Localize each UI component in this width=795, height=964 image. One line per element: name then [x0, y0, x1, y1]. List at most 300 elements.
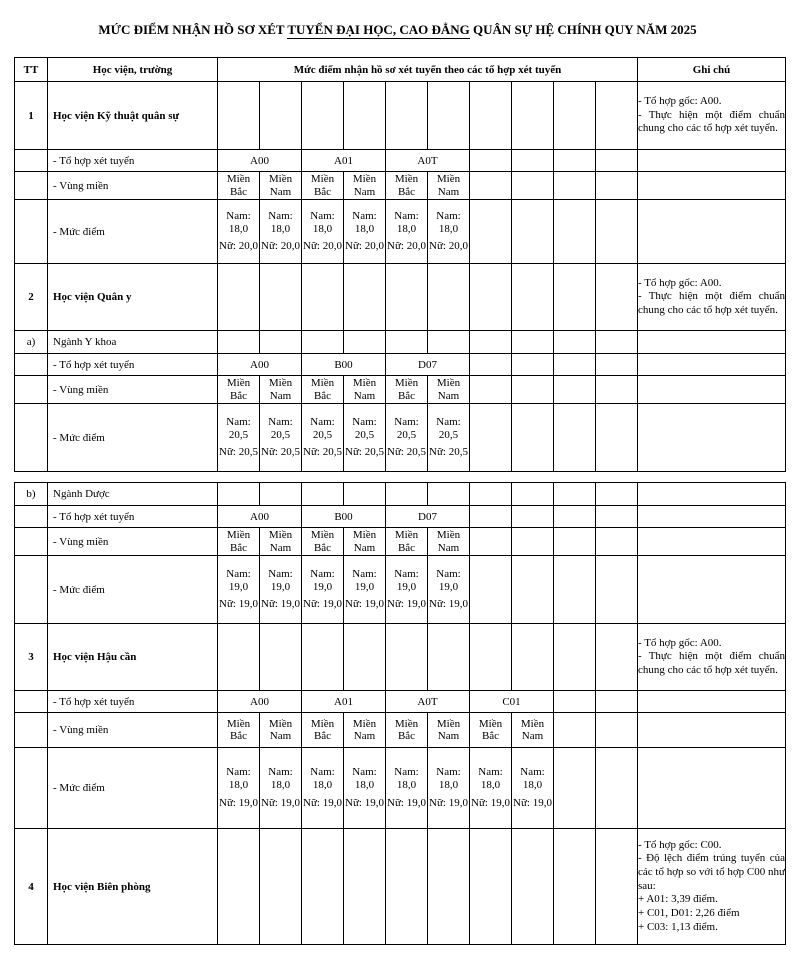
score-nam: Nam: 18,0: [436, 766, 461, 792]
score-nam: Nam: 18,0: [310, 766, 335, 792]
region-cell-south: Miền Nam: [512, 713, 554, 748]
combo-cell: A0T: [386, 150, 470, 172]
note-cell: [638, 624, 786, 691]
data-cell-empty: [596, 556, 638, 624]
program-row-b: [15, 483, 786, 506]
score-nu: Nữ: 20,0: [387, 240, 426, 253]
region-cell-north: Miền Bắc: [386, 528, 428, 556]
tt-cell-empty: [15, 404, 48, 472]
note-cell: [638, 829, 786, 945]
score-nu: Nữ: 19,0: [219, 796, 258, 809]
data-cell-empty: [596, 713, 638, 748]
region-row: [15, 376, 786, 404]
region-row: [15, 713, 786, 748]
region-cell-north: Miền Bắc: [386, 376, 428, 404]
region-cell-north: Miền Bắc: [302, 713, 344, 748]
combo-label-cell: - Tổ hợp xét tuyển: [48, 354, 218, 376]
score-nam: Nam: 18,0: [226, 209, 251, 235]
score-cell: [302, 200, 344, 264]
data-cell-empty: [596, 376, 638, 404]
score-nam: Nam: 18,0: [226, 766, 251, 792]
data-cell-empty: [428, 483, 470, 506]
score-cell: [428, 200, 470, 264]
data-cell-empty: [596, 331, 638, 354]
data-cell-empty: [512, 331, 554, 354]
tt-cell-empty: [15, 172, 48, 200]
tt-cell: b): [15, 483, 48, 506]
combo-label-cell: - Tổ hợp xét tuyển: [48, 506, 218, 528]
combo-cell: A01: [302, 150, 386, 172]
score-row: [15, 748, 786, 829]
data-cell-empty: [596, 624, 638, 691]
header-tt: TT: [15, 58, 48, 82]
combo-cell: B00: [302, 506, 386, 528]
program-name-cell: Ngành Dược: [48, 483, 218, 506]
combo-cell: A00: [218, 691, 302, 713]
data-cell-empty: [428, 331, 470, 354]
region-cell-north: Miền Bắc: [302, 172, 344, 200]
score-row: [15, 200, 786, 264]
region-cell-south: Miền Nam: [428, 376, 470, 404]
score-cell: [470, 748, 512, 829]
region-cell-south: Miền Nam: [344, 376, 386, 404]
data-cell-empty: [218, 829, 260, 945]
score-cell: [260, 404, 302, 472]
data-cell-empty: [218, 483, 260, 506]
score-cell: [260, 748, 302, 829]
data-cell-empty: [344, 331, 386, 354]
combo-row: [15, 354, 786, 376]
data-cell-empty: [596, 172, 638, 200]
institution-row-3: [15, 624, 786, 691]
page-title: [0, 22, 795, 38]
score-nam: Nam: 18,0: [352, 209, 377, 235]
region-cell-south: Miền Nam: [428, 713, 470, 748]
data-cell-empty: [554, 404, 596, 472]
data-cell-empty: [554, 264, 596, 331]
score-nam: Nam: 20,5: [310, 415, 335, 441]
data-cell-empty: [344, 82, 386, 150]
data-cell-empty: [218, 82, 260, 150]
data-cell-empty: [386, 829, 428, 945]
data-cell-empty: [260, 829, 302, 945]
data-cell-empty: [386, 331, 428, 354]
data-cell-empty: [596, 404, 638, 472]
data-cell-empty: [512, 506, 554, 528]
score-nam: Nam: 19,0: [394, 567, 419, 593]
region-cell-north: Miền Bắc: [302, 528, 344, 556]
combo-cell: C01: [470, 691, 554, 713]
note-cell-empty: [638, 200, 786, 264]
score-cell: [512, 748, 554, 829]
score-nam: Nam: 18,0: [436, 209, 461, 235]
score-cell: [344, 748, 386, 829]
data-cell-empty: [512, 556, 554, 624]
note-line: + C03: 1,13 điểm.: [638, 920, 718, 933]
score-nam: Nam: 20,5: [394, 415, 419, 441]
score-nu: Nữ: 20,5: [261, 446, 300, 459]
tt-cell-empty: [15, 748, 48, 829]
score-nam: Nam: 18,0: [310, 209, 335, 235]
institution-name-cell: Học viện Hậu cần: [48, 624, 218, 691]
score-label-cell: - Mức điểm: [48, 404, 218, 472]
admission-table-lower: [14, 482, 786, 945]
data-cell-empty: [512, 404, 554, 472]
combo-cell: A0T: [386, 691, 470, 713]
data-cell-empty: [554, 331, 596, 354]
note-cell: [638, 264, 786, 331]
tt-cell-empty: [15, 506, 48, 528]
combo-cell: A00: [218, 150, 302, 172]
region-label-cell: - Vùng miền: [48, 713, 218, 748]
data-cell-empty: [470, 82, 512, 150]
score-label-cell: - Mức điểm: [48, 748, 218, 829]
score-nam: Nam: 18,0: [268, 766, 293, 792]
title-post: QUÂN SỰ HỆ CHÍNH QUY NĂM 2025: [469, 22, 697, 37]
note-cell-empty: [638, 483, 786, 506]
score-cell: [428, 748, 470, 829]
combo-cell: B00: [302, 354, 386, 376]
score-nu: Nữ: 19,0: [261, 598, 300, 611]
data-cell-empty: [470, 829, 512, 945]
data-cell-empty: [554, 624, 596, 691]
region-cell-north: Miền Bắc: [386, 172, 428, 200]
data-cell-empty: [512, 354, 554, 376]
note-cell-empty: [638, 331, 786, 354]
tt-cell-empty: [15, 200, 48, 264]
score-nam: Nam: 20,5: [436, 415, 461, 441]
score-nam: Nam: 19,0: [268, 567, 293, 593]
tt-cell-empty: [15, 354, 48, 376]
combo-label-cell: - Tổ hợp xét tuyển: [48, 691, 218, 713]
region-cell-south: Miền Nam: [428, 528, 470, 556]
score-nam: Nam: 19,0: [436, 567, 461, 593]
data-cell-empty: [512, 483, 554, 506]
score-nam: Nam: 18,0: [394, 209, 419, 235]
score-row: [15, 404, 786, 472]
score-nu: Nữ: 19,0: [429, 796, 468, 809]
note-cell-empty: [638, 376, 786, 404]
data-cell-empty: [554, 829, 596, 945]
title-pre: MỨC ĐIỂM NHẬN HỒ SƠ XÉT: [98, 22, 288, 37]
data-cell-empty: [302, 264, 344, 331]
region-row: [15, 172, 786, 200]
score-nam: Nam: 20,5: [352, 415, 377, 441]
data-cell-empty: [470, 624, 512, 691]
data-cell-empty: [512, 264, 554, 331]
data-cell-empty: [470, 528, 512, 556]
region-cell-north: Miền Bắc: [218, 713, 260, 748]
header-row: [15, 58, 786, 82]
score-nam: Nam: 18,0: [478, 766, 503, 792]
score-nu: Nữ: 20,5: [387, 446, 426, 459]
note-cell-empty: [638, 556, 786, 624]
data-cell-empty: [302, 624, 344, 691]
data-cell-empty: [260, 331, 302, 354]
data-cell-empty: [512, 624, 554, 691]
data-cell-empty: [260, 82, 302, 150]
score-cell: [344, 200, 386, 264]
data-cell-empty: [344, 829, 386, 945]
region-cell-north: Miền Bắc: [218, 528, 260, 556]
data-cell-empty: [428, 264, 470, 331]
data-cell-empty: [512, 150, 554, 172]
data-cell-empty: [596, 200, 638, 264]
score-nu: Nữ: 20,5: [429, 446, 468, 459]
note-cell-empty: [638, 691, 786, 713]
data-cell-empty: [554, 528, 596, 556]
data-cell-empty: [470, 172, 512, 200]
score-cell: [428, 404, 470, 472]
data-cell-empty: [470, 200, 512, 264]
score-nu: Nữ: 20,0: [429, 240, 468, 253]
score-cell: [218, 748, 260, 829]
score-nam: Nam: 18,0: [394, 766, 419, 792]
data-cell-empty: [470, 376, 512, 404]
note-cell-empty: [638, 150, 786, 172]
data-cell-empty: [554, 354, 596, 376]
tt-cell-empty: [15, 376, 48, 404]
note-cell-empty: [638, 172, 786, 200]
data-cell-empty: [470, 150, 512, 172]
data-cell-empty: [512, 172, 554, 200]
score-cell: [218, 404, 260, 472]
note-line: - Tổ hợp gốc: A00.: [638, 95, 722, 108]
institution-row-1: [15, 82, 786, 150]
admission-table-upper: [14, 57, 786, 472]
score-nu: Nữ: 20,5: [219, 446, 258, 459]
data-cell-empty: [386, 264, 428, 331]
data-cell-empty: [470, 483, 512, 506]
tt-cell: 1: [15, 82, 48, 150]
note-line: - Tổ hợp gốc: A00.: [638, 276, 722, 289]
data-cell-empty: [596, 82, 638, 150]
data-cell-empty: [470, 404, 512, 472]
data-cell-empty: [512, 376, 554, 404]
data-cell-empty: [512, 528, 554, 556]
data-cell-empty: [302, 331, 344, 354]
region-cell-south: Miền Nam: [260, 376, 302, 404]
data-cell-empty: [344, 264, 386, 331]
region-cell-north: Miền Bắc: [218, 172, 260, 200]
data-cell-empty: [554, 200, 596, 264]
region-cell-south: Miền Nam: [260, 713, 302, 748]
score-nu: Nữ: 20,0: [303, 240, 342, 253]
data-cell-empty: [554, 82, 596, 150]
tt-cell: 2: [15, 264, 48, 331]
region-cell-north: Miền Bắc: [218, 376, 260, 404]
score-cell: [302, 556, 344, 624]
region-cell-south: Miền Nam: [260, 172, 302, 200]
data-cell-empty: [386, 624, 428, 691]
tt-cell: 4: [15, 829, 48, 945]
institution-name-cell: Học viện Kỹ thuật quân sự: [48, 82, 218, 150]
data-cell-empty: [512, 82, 554, 150]
data-cell-empty: [470, 506, 512, 528]
score-nam: Nam: 19,0: [310, 567, 335, 593]
score-cell: [428, 556, 470, 624]
combo-cell: D07: [386, 354, 470, 376]
note-line: - Thực hiện một điểm chuẩn chung cho các tổ hợp xét tuyển.: [638, 108, 785, 135]
score-cell: [344, 404, 386, 472]
combo-row: [15, 506, 786, 528]
data-cell-empty: [596, 829, 638, 945]
region-cell-north: Miền Bắc: [470, 713, 512, 748]
score-nu: Nữ: 19,0: [303, 598, 342, 611]
data-cell-empty: [344, 483, 386, 506]
score-cell: [302, 404, 344, 472]
score-nu: Nữ: 19,0: [429, 598, 468, 611]
note-line: - Tổ hợp gốc: A00.: [638, 636, 722, 649]
data-cell-empty: [302, 483, 344, 506]
score-cell: [386, 748, 428, 829]
score-label-cell: - Mức điểm: [48, 556, 218, 624]
tt-cell: 3: [15, 624, 48, 691]
data-cell-empty: [554, 376, 596, 404]
program-row-a: [15, 331, 786, 354]
combo-cell: A00: [218, 506, 302, 528]
score-label-cell: - Mức điểm: [48, 200, 218, 264]
note-cell-empty: [638, 748, 786, 829]
score-nu: Nữ: 20,5: [345, 446, 384, 459]
institution-row-4: [15, 829, 786, 945]
tt-cell-empty: [15, 556, 48, 624]
data-cell-empty: [260, 483, 302, 506]
data-cell-empty: [470, 331, 512, 354]
region-cell-north: Miền Bắc: [386, 713, 428, 748]
combo-row: [15, 691, 786, 713]
score-nam: Nam: 19,0: [352, 567, 377, 593]
note-line: + A01: 3,39 điểm.: [638, 893, 718, 906]
data-cell-empty: [596, 691, 638, 713]
score-nam: Nam: 20,5: [268, 415, 293, 441]
data-cell-empty: [596, 264, 638, 331]
program-name-cell: Ngành Y khoa: [48, 331, 218, 354]
tt-cell-empty: [15, 713, 48, 748]
data-cell-empty: [554, 713, 596, 748]
score-nam: Nam: 18,0: [352, 766, 377, 792]
tt-cell-empty: [15, 150, 48, 172]
data-cell-empty: [554, 150, 596, 172]
score-cell: [260, 200, 302, 264]
data-cell-empty: [344, 624, 386, 691]
region-label-cell: - Vùng miền: [48, 376, 218, 404]
score-nu: Nữ: 19,0: [387, 796, 426, 809]
score-nu: Nữ: 20,0: [345, 240, 384, 253]
institution-name-cell: Học viện Quân y: [48, 264, 218, 331]
data-cell-empty: [218, 264, 260, 331]
data-cell-empty: [470, 264, 512, 331]
combo-cell: A00: [218, 354, 302, 376]
score-nam: Nam: 19,0: [226, 567, 251, 593]
note-cell-empty: [638, 528, 786, 556]
data-cell-empty: [596, 354, 638, 376]
score-nam: Nam: 20,5: [226, 415, 251, 441]
data-cell-empty: [554, 483, 596, 506]
tt-cell-empty: [15, 528, 48, 556]
score-cell: [218, 556, 260, 624]
data-cell-empty: [596, 150, 638, 172]
region-cell-south: Miền Nam: [344, 172, 386, 200]
score-nu: Nữ: 20,0: [219, 240, 258, 253]
score-nu: Nữ: 20,5: [303, 446, 342, 459]
data-cell-empty: [302, 82, 344, 150]
score-cell: [344, 556, 386, 624]
data-cell-empty: [302, 829, 344, 945]
data-cell-empty: [386, 82, 428, 150]
data-cell-empty: [386, 483, 428, 506]
region-label-cell: - Vùng miền: [48, 528, 218, 556]
combo-cell: D07: [386, 506, 470, 528]
score-cell: [302, 748, 344, 829]
score-row: [15, 556, 786, 624]
note-cell-empty: [638, 404, 786, 472]
note-line: - Thực hiện một điểm chuẩn chung cho các tổ hợp xét tuyển.: [638, 650, 785, 676]
score-cell: [218, 200, 260, 264]
note-line: + C01, D01: 2,26 điểm: [638, 906, 740, 919]
score-cell: [386, 404, 428, 472]
score-nam: Nam: 18,0: [520, 766, 545, 792]
data-cell-empty: [554, 748, 596, 829]
score-nu: Nữ: 19,0: [387, 598, 426, 611]
region-cell-south: Miền Nam: [260, 528, 302, 556]
tt-cell-empty: [15, 691, 48, 713]
combo-label-cell: - Tổ hợp xét tuyển: [48, 150, 218, 172]
score-nu: Nữ: 19,0: [303, 796, 342, 809]
score-nu: Nữ: 19,0: [261, 796, 300, 809]
note-line: - Tổ hợp gốc: C00.: [638, 838, 722, 851]
data-cell-empty: [596, 483, 638, 506]
data-cell-empty: [428, 829, 470, 945]
data-cell-empty: [596, 528, 638, 556]
region-cell-south: Miền Nam: [428, 172, 470, 200]
region-label-cell: - Vùng miền: [48, 172, 218, 200]
note-line: - Độ lệch điểm trúng tuyển của các tổ hợp so với tổ hợp C00 như sau:: [638, 852, 785, 892]
data-cell-empty: [512, 829, 554, 945]
region-cell-south: Miền Nam: [344, 713, 386, 748]
institution-row-2: [15, 264, 786, 331]
region-row: [15, 528, 786, 556]
score-nu: Nữ: 20,0: [261, 240, 300, 253]
data-cell-empty: [512, 200, 554, 264]
score-cell: [260, 556, 302, 624]
score-nam: Nam: 18,0: [268, 209, 293, 235]
note-cell-empty: [638, 713, 786, 748]
region-cell-south: Miền Nam: [344, 528, 386, 556]
score-nu: Nữ: 19,0: [345, 598, 384, 611]
data-cell-empty: [596, 506, 638, 528]
data-cell-empty: [428, 82, 470, 150]
data-cell-empty: [554, 556, 596, 624]
note-cell-empty: [638, 354, 786, 376]
note-cell: [638, 82, 786, 150]
note-cell-empty: [638, 506, 786, 528]
data-cell-empty: [470, 556, 512, 624]
data-cell-empty: [554, 172, 596, 200]
combo-cell: A01: [302, 691, 386, 713]
data-cell-empty: [218, 624, 260, 691]
score-nu: Nữ: 19,0: [219, 598, 258, 611]
score-cell: [386, 200, 428, 264]
title-underlined: TUYỂN ĐẠI HỌC, CAO ĐẲNG: [287, 22, 470, 37]
data-cell-empty: [218, 331, 260, 354]
header-institution: Học viện, trường: [48, 58, 218, 82]
data-cell-empty: [554, 691, 596, 713]
combo-row: [15, 150, 786, 172]
score-nu: Nữ: 19,0: [471, 796, 510, 809]
score-nu: Nữ: 19,0: [513, 796, 552, 809]
data-cell-empty: [428, 624, 470, 691]
